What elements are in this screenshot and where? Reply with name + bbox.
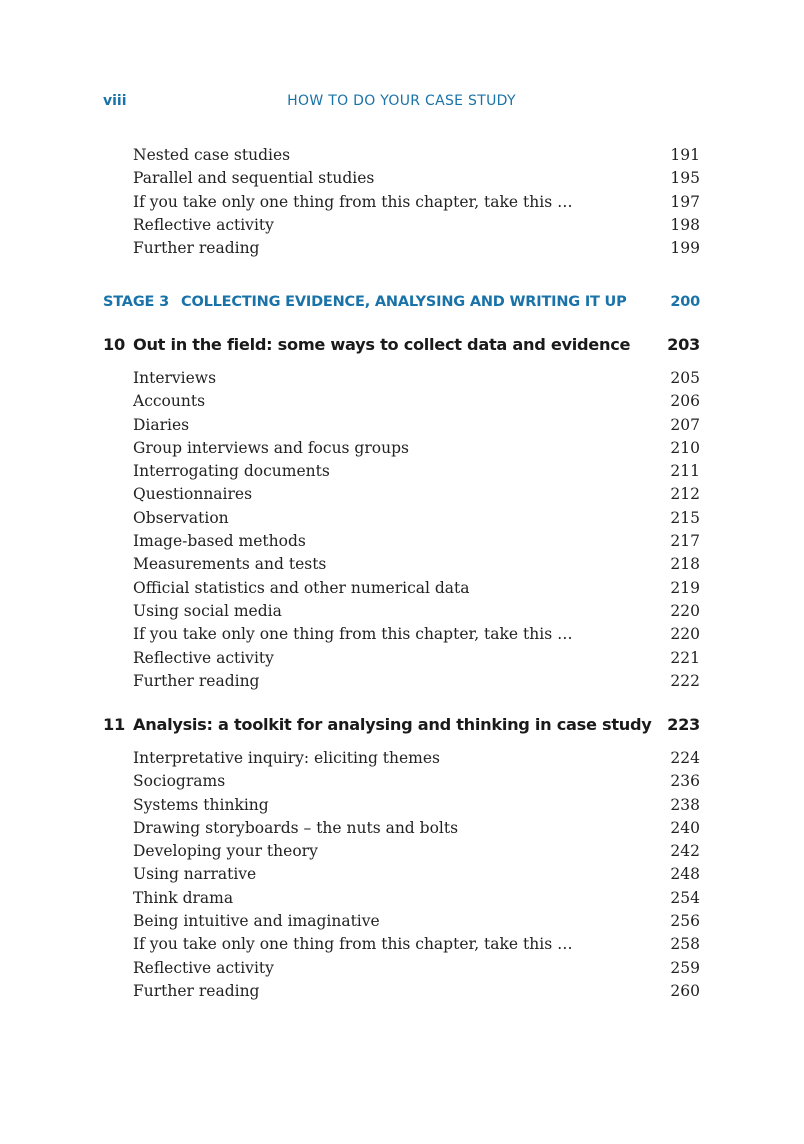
entry-title: Accounts [133,392,206,411]
entry-title: Measurements and tests [133,555,327,574]
toc-entry [133,747,700,770]
entry-page: 195 [670,169,700,188]
toc-entry [133,770,700,793]
entry-page: 212 [670,485,700,504]
toc-entry [133,460,700,483]
toc-entry [133,214,700,237]
entry-page: 260 [670,981,700,1000]
entry-title: Think drama [133,888,234,907]
entry-title: Reflective activity [133,215,274,234]
toc-entry [133,670,700,693]
entry-title: Image-based methods [133,532,306,551]
entry-title: Observation [133,508,229,527]
toc-entry [133,817,700,840]
entry-page: 238 [670,795,700,814]
entry-page: 248 [670,865,700,884]
entry-page: 197 [670,192,700,211]
entry-page: 221 [670,648,700,667]
toc-entries-chapter-11 [133,747,700,1003]
entry-title: Nested case studies [133,146,291,164]
entry-page: 224 [670,749,700,767]
stage-number: STAGE 3 [103,294,169,310]
entry-title: Parallel and sequential studies [133,169,375,188]
toc-entry [133,863,700,886]
toc-entry [133,957,700,980]
entry-title: Further reading [133,981,260,1000]
toc-entry [133,483,700,506]
entry-title: If you take only one thing from this chapter, take this … [133,935,573,954]
entry-title: Interpretative inquiry: eliciting themes [133,749,441,767]
entry-page: 206 [670,392,700,411]
toc-entry [133,980,700,1003]
entry-title: Using social media [133,601,282,620]
entry-page: 256 [670,912,700,931]
stage-page: 200 [670,294,700,310]
entry-page: 207 [670,415,700,434]
entry-title: If you take only one thing from this chapter, take this … [133,192,573,211]
entry-title: Further reading [133,671,260,690]
entry-page: 210 [670,438,700,457]
entry-page: 222 [670,671,700,690]
entry-page: 198 [670,215,700,234]
toc-entry [133,191,700,214]
entry-title: Questionnaires [133,485,253,504]
chapter-heading-10 [103,333,700,357]
toc-entry [133,840,700,863]
entry-page: 220 [670,601,700,620]
entry-title: If you take only one thing from this chapter, take this … [133,625,573,644]
toc-entry [133,144,700,167]
entry-page: 199 [670,239,700,258]
toc-entry [133,887,700,910]
page-header [103,90,700,112]
entry-title: Official statistics and other numerical data [133,578,470,597]
entry-title: Drawing storyboards – the nuts and bolts [133,818,459,837]
entry-page: 218 [670,555,700,574]
entry-title: Sociograms [133,772,226,791]
entry-page: 254 [670,888,700,907]
entry-page: 219 [670,578,700,597]
entry-page: 217 [670,532,700,551]
stage-heading [103,291,700,313]
entry-page: 191 [670,146,700,164]
entry-title: Using narrative [133,865,257,884]
entry-title: Reflective activity [133,958,274,977]
entry-page: 240 [670,818,700,837]
toc-entry [133,390,700,413]
entry-title: Being intuitive and imaginative [133,912,380,931]
page-folio: viii [103,93,127,109]
toc-entry [133,553,700,576]
entry-page: 236 [670,772,700,791]
toc-entry [133,167,700,190]
chapter-title: Analysis: a toolkit for analysing and thinking in case study [133,715,652,734]
chapter-page: 203 [667,335,700,354]
entry-title: Group interviews and focus groups [133,438,409,457]
toc-entry [133,933,700,956]
toc-entry [133,367,700,390]
entry-title: Further reading [133,239,260,258]
entry-title: Systems thinking [133,795,269,814]
toc-entry [133,414,700,437]
toc-entry [133,647,700,670]
running-title: HOW TO DO YOUR CASE STUDY [287,93,516,109]
toc-entry [133,437,700,460]
stage-title: COLLECTING EVIDENCE, ANALYSING AND WRITING IT UP [181,294,627,310]
toc-entry [133,507,700,530]
toc-entry [133,794,700,817]
entry-title: Reflective activity [133,648,274,667]
toc-entries-chapter-10 [133,367,700,693]
entry-page: 242 [670,842,700,861]
chapter-number: 10 [103,335,125,354]
chapter-page: 223 [667,715,700,734]
chapter-title: Out in the field: some ways to collect data and evidence [133,335,631,354]
entry-title: Diaries [133,415,190,434]
toc-entries-top [133,144,700,260]
toc-entry [133,623,700,646]
entry-title: Interrogating documents [133,462,330,481]
toc-entry [133,237,700,260]
chapter-number: 11 [103,715,125,734]
entry-page: 258 [670,935,700,954]
entry-page: 205 [670,369,700,387]
entry-title: Developing your theory [133,842,318,861]
toc-entry [133,910,700,933]
toc-entry [133,577,700,600]
toc-entry [133,600,700,623]
entry-page: 215 [670,508,700,527]
entry-page: 211 [670,462,700,481]
entry-page: 220 [670,625,700,644]
toc-entry [133,530,700,553]
chapter-heading-11 [103,713,700,737]
entry-title: Interviews [133,369,217,387]
entry-page: 259 [670,958,700,977]
